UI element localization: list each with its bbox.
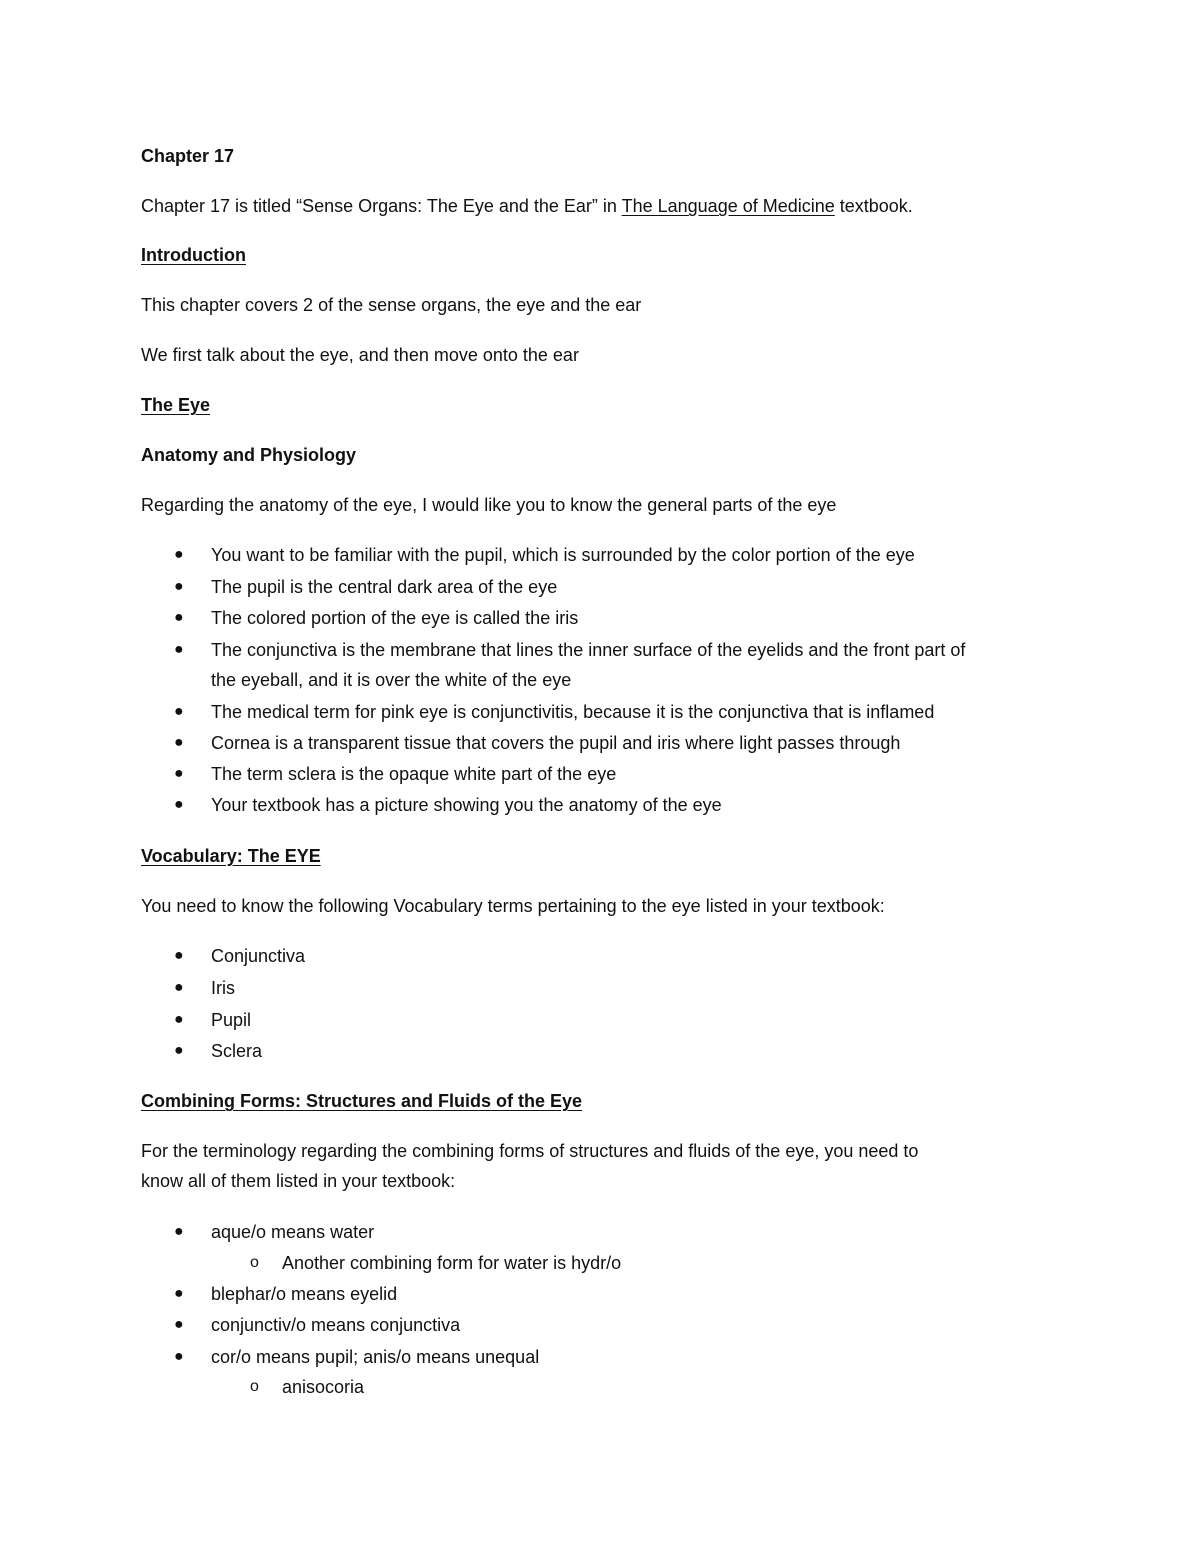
book-title: The Language of Medicine	[621, 196, 835, 216]
sub-bullet-marker: o	[250, 1378, 259, 1395]
combining-form-item: cor/o means pupil; anis/o means unequal	[211, 1347, 540, 1367]
combining-form-subitem: anisocoria	[282, 1377, 365, 1397]
bullet-marker: ●	[174, 641, 184, 658]
bullet-marker: ●	[174, 609, 184, 626]
bullet-marker: ●	[174, 979, 184, 996]
combining-forms-lead-2: know all of them listed in your textbook:	[141, 1171, 456, 1191]
combining-form-item: blephar/o means eyelid	[211, 1284, 398, 1304]
bullet-marker: ●	[174, 947, 184, 964]
bullet-marker: ●	[174, 796, 184, 813]
anatomy-lead: Regarding the anatomy of the eye, I would like you to know the general parts of the eye	[141, 495, 837, 515]
list-item: The colored portion of the eye is called the iris	[211, 608, 579, 628]
sub-bullet-marker: o	[250, 1254, 259, 1271]
list-item: Cornea is a transparent tissue that covers the pupil and iris where light passes through	[211, 733, 901, 753]
list-item-continuation: the eyeball, and it is over the white of the eye	[211, 670, 572, 690]
introduction-paragraph-2: We first talk about the eye, and then move onto the ear	[141, 345, 579, 365]
list-item: The conjunctiva is the membrane that lines the inner surface of the eyelids and the front part of	[211, 640, 966, 660]
chapter-heading: Chapter 17	[141, 146, 235, 166]
combining-form-subitem: Another combining form for water is hydr/o	[282, 1253, 622, 1273]
bullet-marker: ●	[174, 703, 184, 720]
introduction-paragraph-1: This chapter covers 2 of the sense organs, the eye and the ear	[141, 295, 642, 315]
bullet-marker: ●	[174, 578, 184, 595]
bullet-marker: ●	[174, 734, 184, 751]
vocab-term: Sclera	[211, 1041, 263, 1061]
anatomy-heading: Anatomy and Physiology	[141, 445, 357, 465]
list-item: Your textbook has a picture showing you the anatomy of the eye	[211, 795, 722, 815]
bullet-marker: ●	[174, 765, 184, 782]
bullet-marker: ●	[174, 1348, 184, 1365]
eye-heading: The Eye	[141, 395, 211, 415]
combining-form-item: aque/o means water	[211, 1222, 375, 1242]
vocab-term: Iris	[211, 978, 235, 998]
vocabulary-heading: Vocabulary: The EYE	[141, 846, 321, 866]
bullet-marker: ●	[174, 1316, 184, 1333]
combining-forms-lead-1: For the terminology regarding the combining forms of structures and fluids of the eye, you need to	[141, 1141, 919, 1161]
bullet-marker: ●	[174, 546, 184, 563]
combining-form-item: conjunctiv/o means conjunctiva	[211, 1315, 461, 1335]
bullet-marker: ●	[174, 1011, 184, 1028]
intro-text-after: textbook.	[834, 196, 913, 216]
list-item: You want to be familiar with the pupil, which is surrounded by the color portion of the eye	[211, 545, 915, 565]
vocab-term: Pupil	[211, 1010, 252, 1030]
list-item: The pupil is the central dark area of the eye	[211, 577, 558, 597]
bullet-marker: ●	[174, 1223, 184, 1240]
list-item: The term sclera is the opaque white part of the eye	[211, 764, 617, 784]
bullet-marker: ●	[174, 1285, 184, 1302]
list-item: The medical term for pink eye is conjunctivitis, because it is the conjunctiva that is inflamed	[211, 702, 935, 722]
vocabulary-lead: You need to know the following Vocabulary terms pertaining to the eye listed in your textbook:	[141, 896, 885, 916]
introduction-heading: Introduction	[141, 245, 246, 265]
bullet-marker: ●	[174, 1042, 184, 1059]
combining-forms-heading: Combining Forms: Structures and Fluids of the Eye	[141, 1091, 583, 1111]
intro-text-before: Chapter 17 is titled “Sense Organs: The Eye and the Ear” in	[141, 196, 622, 216]
vocab-term: Conjunctiva	[211, 946, 306, 966]
chapter-intro-line	[141, 195, 913, 217]
